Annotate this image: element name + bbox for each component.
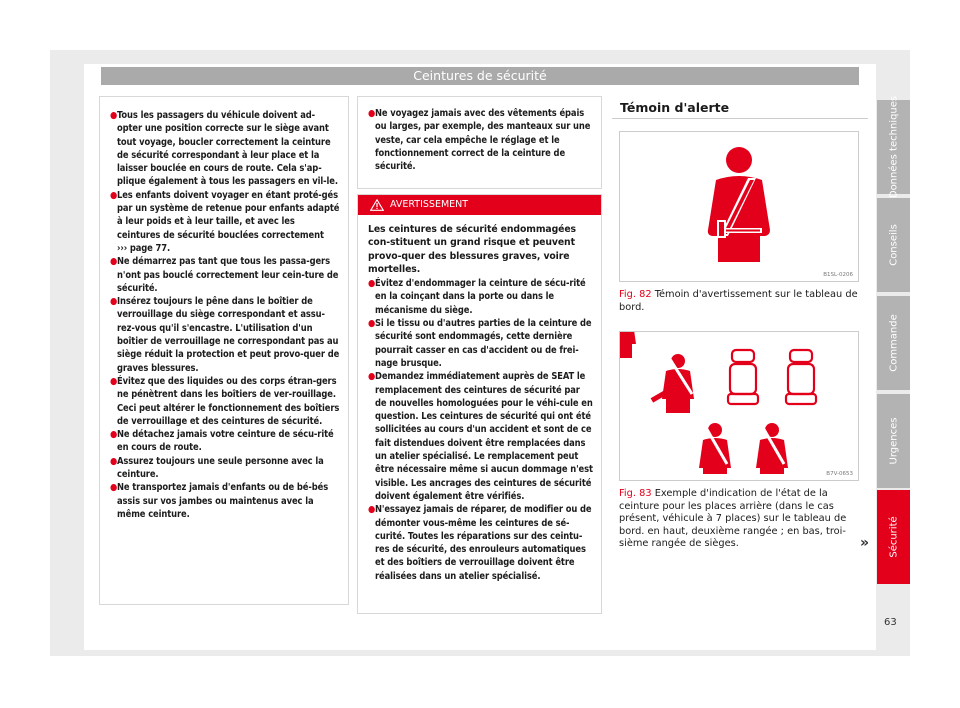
list-item: ● Ne voyagez jamais avec des vêtements épais ou larges, par exemple, des manteaux sur une veste, car cela empêche le réglage et le fonctionnement correct de la ceinture de sécurité. xyxy=(368,108,591,173)
bullet-icon: ● xyxy=(368,108,376,119)
warning-header xyxy=(358,195,601,215)
list-item: ● Demandez immédiatement auprès de SEAT le remplacement des ceintures de sécurité par de nouvelles homologuées pour le véhi-cule en question. Les ceintures de sécurité qui ont été sollicitées au cours d'un accident et sont de ce fait distendues doivent être remplacées dans un atelier spécialisé. Le remplacement peut être nécessaire même si aucun dommage n'est visible. Les ancrages des ceintures de sécurité doivent également être vérifiés. xyxy=(368,371,593,502)
bullet-icon: ● xyxy=(110,455,118,467)
bullet-icon: ● xyxy=(110,375,118,387)
tab-donnees-techniques[interactable]: Données techniques xyxy=(877,100,910,194)
bullet-icon: ● xyxy=(110,296,118,308)
bullet-icon: ● xyxy=(110,189,118,201)
bullet-icon: ● xyxy=(110,429,118,441)
safety-notes-box xyxy=(99,96,349,605)
list-item: ● Assurez toujours une seule personne avec la ceinture. xyxy=(110,455,324,481)
tab-urgences[interactable]: Urgences xyxy=(877,394,910,488)
list-item: ● Évitez d'endommager la ceinture de sécu-rité en la coinçant dans la porte ou dans le mécanisme du siège. xyxy=(368,278,586,316)
bullet-icon: ● xyxy=(368,318,376,330)
figure-82 xyxy=(619,131,859,282)
figure-83-caption: Fig. 83 Exemple d'indication de l'état de la ceinture pour les places arrière (dans le cas présent, véhicule à 7 places) sur le tableau de bord. en haut, deuxième rangée ; en bas, troi-sième rangée de sièges. xyxy=(619,488,847,549)
tab-securite[interactable]: Sécurité xyxy=(877,490,910,584)
list-item: ● Insérez toujours le pêne dans le boîtier de verrouillage du siège correspondant et assu-rez-vous qu'il s'encastre. L'utilisation d'un boîtier de verrouillage ne correspondant pas au siège réduit la protection et peut provo-quer de graves blessures. xyxy=(110,296,340,374)
list-item: ● N'essayez jamais de réparer, de modifier ou de démonter vous-même les ceintures de sé-curité. Toutes les réparations sur des ceintu-res de sécurité, des enrouleurs automatiques et des boîtiers de verrouillage doivent être réalisées dans un atelier spécialisé. xyxy=(368,504,592,582)
continued-arrow-icon: » xyxy=(860,535,870,551)
bullet-icon: ● xyxy=(368,504,376,516)
list-item: ● Ne transportez jamais d'enfants ou de bé-bés assis sur vos jambes ou maintenus avec la même ceinture. xyxy=(110,482,329,520)
clothing-note-box xyxy=(357,96,602,189)
seatbelt-warning-icon xyxy=(620,132,860,283)
warning-list xyxy=(368,277,593,583)
tab-conseils[interactable]: Conseils xyxy=(877,198,910,292)
section-title: Témoin d'alerte xyxy=(620,100,730,115)
warning-title: AVERTISSEMENT xyxy=(390,199,469,210)
list-item: ● Évitez que des liquides ou des corps étran-gers ne pénètrent dans les boîtiers de ver-rouillage. Ceci peut altérer le fonctionnement des boîtiers de verrouillage et des ceintures de sécurité. xyxy=(110,375,340,427)
bullet-icon: ● xyxy=(110,482,118,494)
page-number: 63 xyxy=(884,617,897,628)
figure-82-caption: Fig. 82 Témoin d'avertissement sur le tableau de bord. xyxy=(619,289,858,313)
list-item: ● Les enfants doivent voyager en étant proté-gés par un système de retenue pour enfants adapté à leur poids et à leur taille, et avec les ceintures de sécurité bouclées correctement ››› page 77. xyxy=(110,189,340,254)
safety-notes-list xyxy=(110,109,340,521)
chapter-header: Ceintures de sécurité xyxy=(101,67,859,85)
figure-number: Fig. 82 xyxy=(619,289,652,300)
bullet-icon: ● xyxy=(368,278,376,290)
figure-number: Fig. 83 xyxy=(619,488,652,499)
list-item: ● Tous les passagers du véhicule doivent ad-opter une position correcte sur le siège avant tout voyage, boucler correctement la ceinture de sécurité correspondant à leur place et la laisser bouclée en cours de route. Cela s'ap-plique également à tous les passagers en vil-le. xyxy=(110,110,338,188)
bullet-icon: ● xyxy=(110,256,118,268)
list-item: ● Ne démarrez pas tant que tous les passa-gers n'ont pas bouclé correctement leur cein-ture de sécurité. xyxy=(110,256,339,294)
bullet-icon: ● xyxy=(368,371,376,383)
warning-triangle-icon xyxy=(370,199,384,211)
figure-code: B7V-0653 xyxy=(826,471,853,477)
list-item: ● Si le tissu ou d'autres parties de la ceinture de sécurité sont endommagés, cette dernière pourrait casser en cas d'accident ou de frei-nage brusque. xyxy=(368,318,592,369)
tab-commande[interactable]: Commande xyxy=(877,296,910,390)
list-item: ● Ne détachez jamais votre ceinture de sécu-rité en cours de route. xyxy=(110,429,334,454)
warning-box xyxy=(357,194,602,614)
page-link[interactable]: ››› page 77 xyxy=(117,242,168,254)
bullet-icon: ● xyxy=(110,110,118,121)
figure-83 xyxy=(619,331,859,481)
rear-seatbelt-status-icons xyxy=(620,332,860,482)
section-divider xyxy=(612,118,868,119)
warning-intro: Les ceintures de sécurité endommagées con-stituent un grand risque et peuvent provo-quer des blessures graves, voire mortelles. xyxy=(368,224,576,275)
figure-code: B1SL-0206 xyxy=(823,272,853,278)
